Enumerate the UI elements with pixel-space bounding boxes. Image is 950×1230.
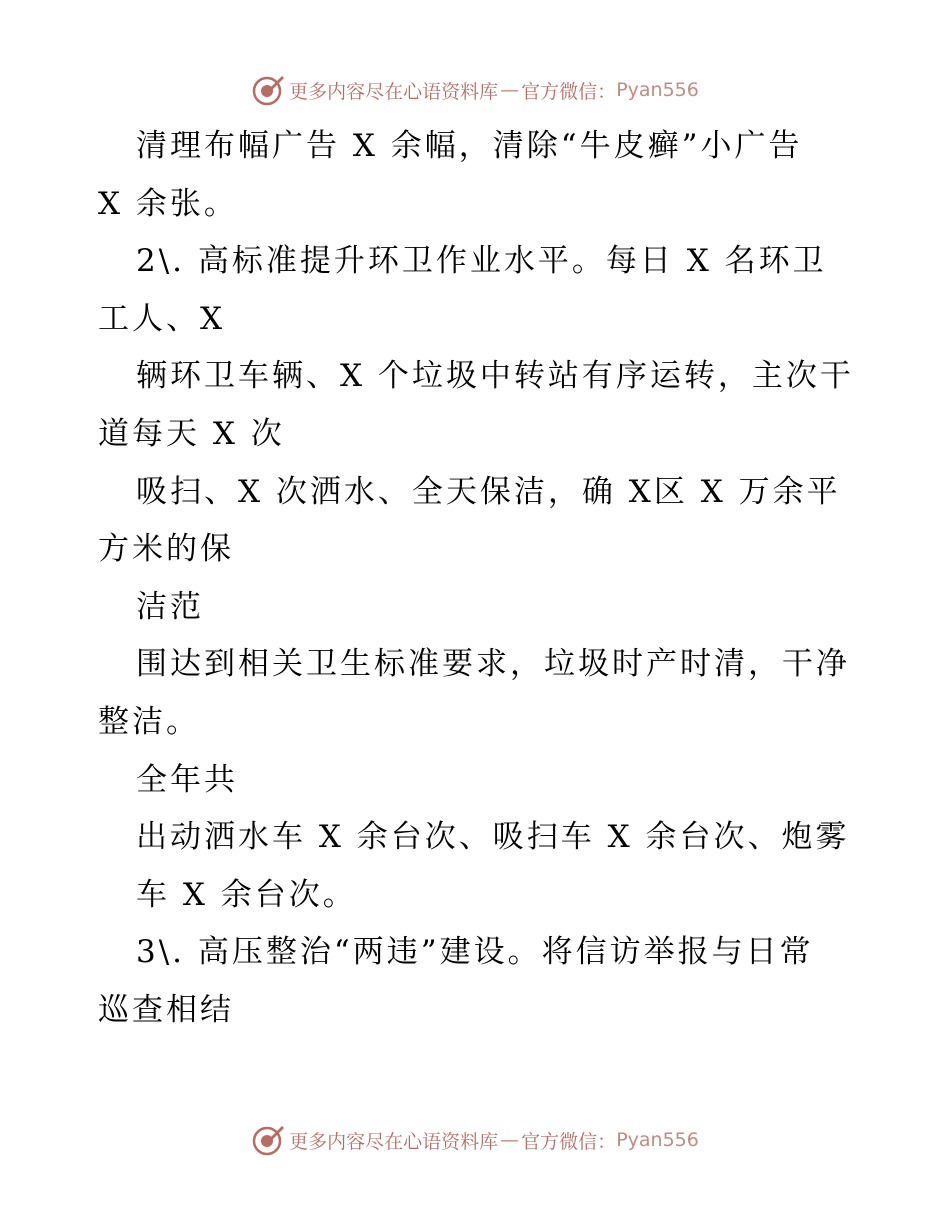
header-watermark <box>0 70 950 110</box>
document-body <box>98 118 858 1040</box>
text-line: 吸扫、X 次洒水、全天保洁，确 X区 X 万余平 <box>136 473 841 510</box>
text-line: 洁范 <box>136 588 204 625</box>
text-line: 全年共 <box>136 761 238 798</box>
watermark-text: 更多内容尽在心语资料库 <box>289 80 499 103</box>
text-line: 车 X 余台次。 <box>136 876 357 913</box>
watermark-separator: — <box>500 79 520 101</box>
text-line: X 余张。 <box>98 185 238 222</box>
watermark-id: Pyan556 <box>616 1129 699 1151</box>
text-line: 3\. 高压整治“两违”建设。将信访举报与日常 <box>136 934 814 971</box>
text-line: 出动洒水车 X 余台次、吸扫车 X 余台次、炮雾 <box>136 819 850 856</box>
text-line: 巡查相结 <box>98 991 234 1028</box>
text-line: 整洁。 <box>98 703 200 740</box>
text-line: 方米的保 <box>98 531 234 568</box>
pen-logo-icon <box>251 1123 285 1157</box>
watermark-separator: — <box>500 1129 520 1151</box>
footer-watermark <box>0 1120 950 1160</box>
text-line: 工人、X <box>98 300 226 337</box>
text-line: 围达到相关卫生标准要求，垃圾时产时清，干净 <box>136 646 850 683</box>
watermark-contact: 官方微信： <box>521 80 617 103</box>
watermark-text: 更多内容尽在心语资料库 <box>289 1130 499 1153</box>
watermark-contact: 官方微信： <box>521 1130 617 1153</box>
watermark-id: Pyan556 <box>616 79 699 101</box>
text-line: 辆环卫车辆、X 个垃圾中转站有序运转，主次干 <box>136 358 854 395</box>
text-line: 清理布幅广告 X 余幅，清除“牛皮癣”小广告 <box>136 128 803 164</box>
text-line: 2\. 高标准提升环卫作业水平。每日 X 名环卫 <box>136 243 827 280</box>
pen-logo-icon <box>251 73 285 107</box>
text-line: 道每天 X 次 <box>98 415 285 452</box>
